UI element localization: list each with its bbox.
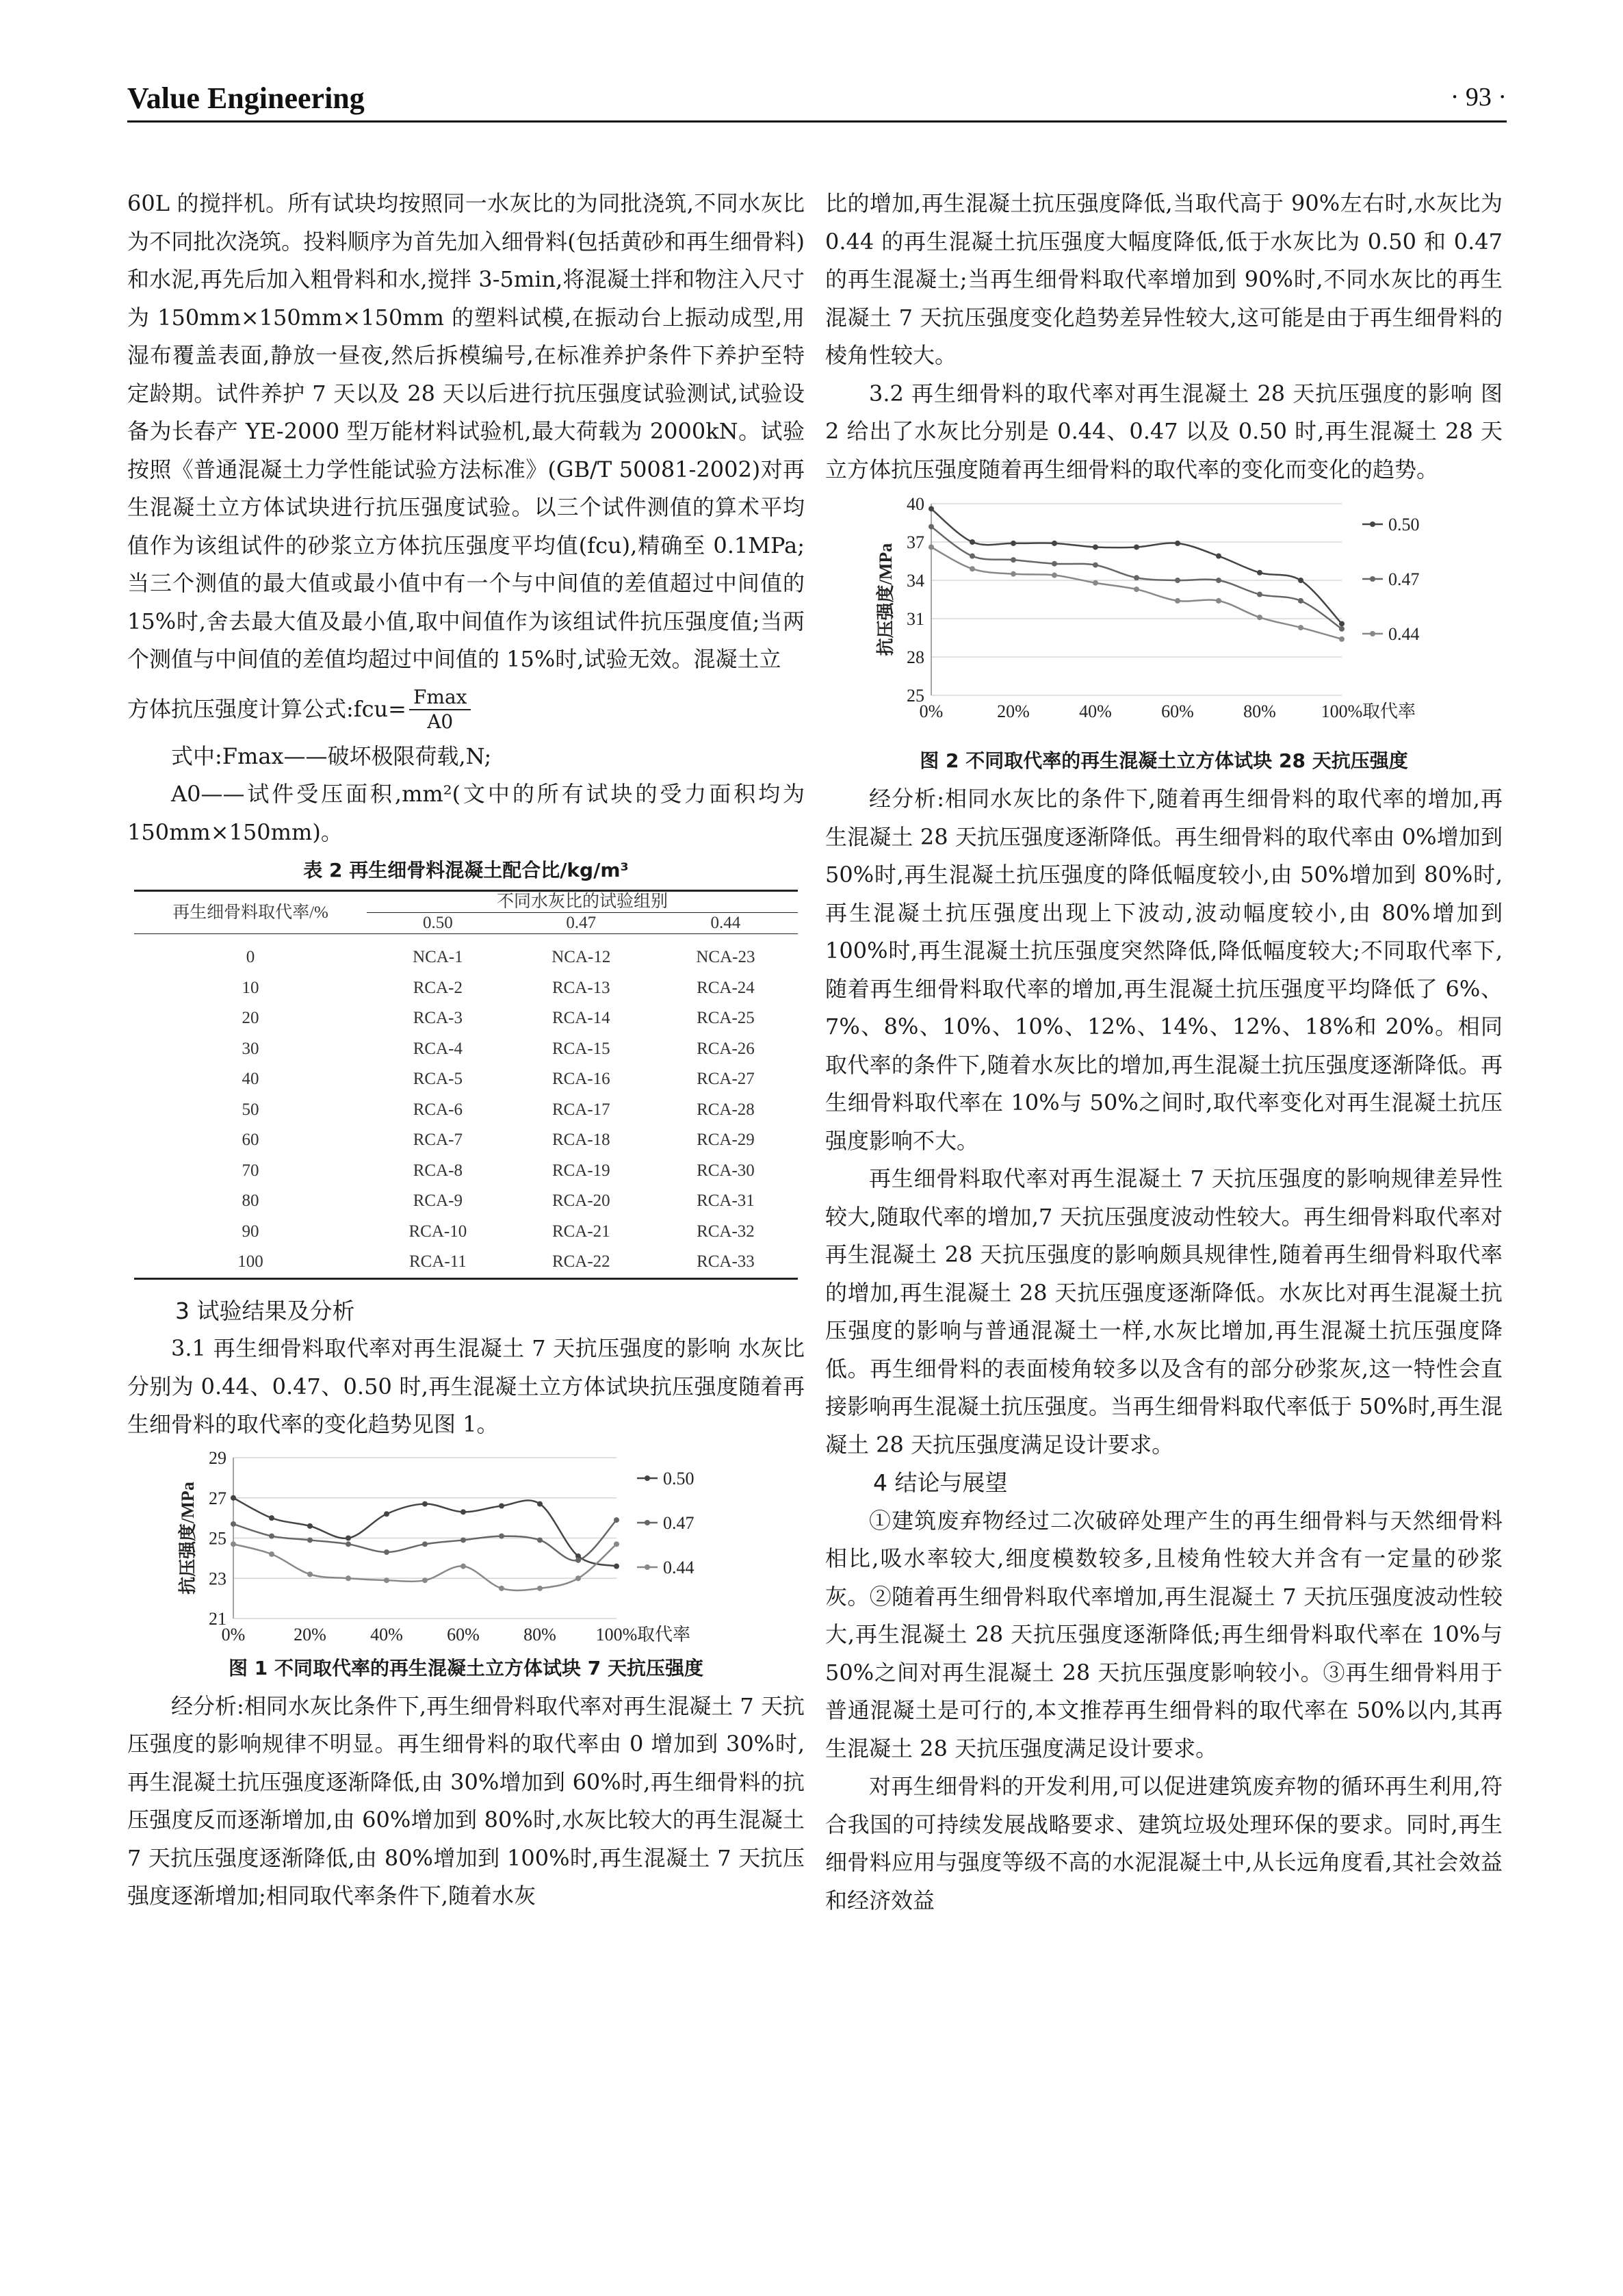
y-axis-label: 抗压强度/MPa [876,543,896,656]
table-cell-rate: 10 [242,978,259,997]
data-point [1011,557,1016,563]
table-row [134,934,798,973]
table-cell-rate: 80 [242,1191,259,1210]
data-point [1134,586,1139,592]
x-tick-label: 60% [1161,701,1194,721]
x-axis-label: 取代率 [1362,701,1416,721]
table-cell-group: RCA-18 [551,1131,610,1149]
table-row [134,1003,798,1034]
x-tick-label: 20% [294,1624,326,1644]
table-cell-group: RCA-20 [551,1191,610,1210]
subsection-3-2: 3.2 再生细骨料的取代率对再生混凝土 28 天抗压强度的影响 图 2 给出了水灰比分别是 0.44、0.47 以及 0.50 时,再生混凝土 28 天立方体抗压强度随着再生细骨料的取代率的变化而变化的趋势。 [825,380,1503,482]
table-cell-group: RCA-15 [551,1039,610,1058]
series-line-0.50 [931,508,1342,623]
paragraph-method: 60L 的搅拌机。所有试块均按照同一水灰比的为同批浇筑,不同水灰比为不同批次浇筑。投料顺序为首先加入细骨料(包括黄砂和再生细骨料)和水泥,再先后加入粗骨料和水,搅拌 3-5min,将混凝土拌和物注入尺寸为 150mm×150mm×150mm 的塑料试模,在振动台上振动成型,用湿布覆盖表面,静放一昼夜,然后拆模编号,在标准养护条件下养护至特定龄期。试件养护 7 天以及 28 天以后进行抗压强度试验测试,试验设备为长春产 YE-2000 型万能材料试验机,最大荷载为 2000kN。试验按照《普通混凝土力学性能试验方法标准》(GB/T 50081-2002)对再生混凝土立方体试块进行抗压强度试验。以三个试件测值的算术平均值作为该组试件的砂浆立方体抗压强度平均值(fcu),精确至 0.1MPa;当三个测值的最大值或最小值中有一个与中间值的差值超过中间值的 15%时,舍去最大值及最小值,取中间值作为该组试件抗压强度值;当两个测值与中间值的差值均超过中间值的 15%时,试验无效。混凝土立 [127,190,805,672]
data-point [575,1575,581,1581]
series-line-0.50 [233,1497,616,1566]
formula-denominator: A0 [427,710,454,733]
table-col-replacement: 再生细骨料取代率/% [172,903,328,922]
data-point [1175,598,1180,604]
table-cell-group: RCA-9 [413,1191,463,1210]
data-point [384,1511,389,1517]
table2-caption: 表 2 再生细骨料混凝土配合比/kg/m³ [303,859,629,881]
section4-title: 4 结论与展望 [873,1469,1008,1496]
header-rule [127,120,1507,122]
table-cell-group: NCA-12 [551,948,611,966]
y-tick-label: 21 [209,1608,226,1629]
data-point [1134,544,1139,550]
x-tick-label: 100% [1321,701,1363,721]
data-point [269,1551,274,1557]
table-cell-group: RCA-4 [413,1039,463,1058]
table-row [134,1217,798,1248]
data-point [1216,554,1221,559]
table-cell-rate: 30 [242,1039,259,1058]
data-point [231,1541,236,1547]
legend-marker [645,1564,650,1570]
data-point [614,1563,619,1569]
y-tick-label: 34 [907,571,924,591]
table-cell-group: RCA-19 [551,1161,610,1180]
table-cell-group: RCA-33 [697,1252,755,1271]
table-row [134,1247,798,1278]
data-point [1093,544,1098,550]
table-cell-rate: 50 [242,1100,259,1119]
data-point [1339,621,1345,626]
data-point [231,1495,236,1500]
conclusions: ①建筑废弃物经过二次破碎处理产生的再生细骨料与天然细骨料相比,吸水率较大,细度模数较多,且棱角性较大并含有一定量的砂浆灰。②随着再生细骨料取代率增加,再生混凝土 7 天抗压强度波动性较大,再生混凝土 28 天抗压强度逐渐降低;再生细骨料取代率在 10%与 50%之间对再生混凝土 28 天抗压强度影响较小。③再生细骨料用于普通混凝土是可行的,本文推荐再生细骨料的取代率在 50%以内,其再生混凝土 28 天抗压强度满足设计要求。 [825,1507,1503,1762]
table-cell-group: RCA-32 [697,1222,755,1241]
table-group-header: 不同水灰比的试验组别 [367,891,798,913]
table-cell-group: RCA-29 [697,1131,755,1149]
formula-prefix: 方体抗压强度计算公式:fcu= [127,695,406,722]
data-point [1257,570,1262,576]
paragraph-continued: 比的增加,再生混凝土抗压强度降低,当取代高于 90%左右时,水灰比为 0.44 的再生混凝土抗压强度大幅度降低,低于水灰比为 0.50 和 0.47 的再生混凝土;当再生细骨料取代率增加到 90%时,不同水灰比的再生混凝土 7 天抗压强度变化趋势差异性较大,这可能是由于再生细骨料的棱角性较大。 [825,190,1503,368]
data-point [307,1523,313,1528]
table-row [134,1186,798,1217]
data-point [1052,541,1057,546]
data-point [929,544,934,550]
table-cell-group: RCA-16 [551,1070,610,1088]
legend-label: 0.50 [663,1468,694,1488]
data-point [1052,573,1057,578]
table-cell-group: RCA-31 [697,1191,755,1210]
table-row [134,1064,798,1095]
table-row [134,1125,798,1156]
data-point [460,1537,466,1543]
table-row [134,1156,798,1187]
table-wc-044: 0.44 [710,914,741,932]
table-cell-group: RCA-27 [697,1070,755,1088]
table-cell-group: RCA-14 [551,1009,610,1027]
data-point [1339,636,1345,642]
x-tick-label: 100% [595,1624,638,1644]
table-cell-group: RCA-26 [697,1039,755,1058]
y-tick-label: 27 [209,1488,226,1508]
table-cell-group: RCA-2 [413,978,463,997]
page-number: · 93 · [1450,83,1507,112]
x-tick-label: 60% [447,1624,480,1644]
data-point [384,1577,389,1583]
data-point [1257,615,1262,620]
data-point [537,1537,543,1543]
table-cell-rate: 60 [242,1131,259,1149]
legend-label: 0.47 [1388,569,1420,589]
series-line-0.47 [233,1520,616,1560]
table-cell-group: RCA-3 [413,1009,463,1027]
formula-where-a0: A0——试件受压面积,mm²(文中的所有试块的受力面积均为 150mm×150mm)。 [127,781,805,845]
data-point [422,1541,428,1547]
data-point [307,1537,313,1543]
table-cell-group: RCA-17 [551,1100,610,1119]
paragraph-summary: 再生细骨料取代率对再生混凝土 7 天抗压强度的影响规律差异性较大,随取代率的增加,7 天抗压强度波动性较大。再生细骨料取代率对再生混凝土 28 天抗压强度的影响颇具规律性,随着再生细骨料取代率的增加,再生混凝土 28 天抗压强度逐渐降低。水灰比对再生混凝土抗压强度的影响与普通混凝土一样,水灰比增加,再生混凝土抗压强度降低。再生细骨料的表面棱角较多以及含有的部分砂浆灰,这一特性会直接影响再生混凝土抗压强度。当再生细骨料取代率低于 50%时,再生混凝土 28 天抗压强度满足设计要求。 [825,1165,1503,1458]
data-point [1298,625,1303,630]
data-point [422,1577,428,1583]
series-line-0.44 [931,547,1342,639]
data-point [307,1571,313,1577]
table-row [134,973,798,1004]
table-row [134,1034,798,1065]
legend-label: 0.44 [1388,624,1420,644]
data-point [1093,563,1098,568]
formula-where-fmax: 式中:Fmax——破坏极限荷载,N; [171,743,492,769]
x-tick-label: 80% [523,1624,556,1644]
x-axis-label: 取代率 [637,1624,691,1644]
section3-title: 3 试验结果及分析 [175,1297,355,1324]
data-point [499,1503,504,1508]
formula-line [127,686,805,734]
right-column [825,185,1503,1920]
x-tick-label: 40% [1079,701,1112,721]
table-wc-047: 0.47 [566,914,597,932]
y-tick-label: 25 [907,686,924,706]
table-cell-group: RCA-6 [413,1100,463,1119]
legend-label: 0.47 [663,1512,694,1533]
table-cell-group: RCA-7 [413,1131,463,1149]
data-point [575,1557,581,1562]
data-point [1052,561,1057,567]
figure-1-chart [158,1444,774,1649]
y-tick-label: 25 [209,1528,226,1548]
data-point [1175,578,1180,583]
formula-numerator: Fmax [409,686,471,710]
data-point [269,1515,274,1521]
data-point [346,1575,351,1581]
table-cell-group: RCA-24 [697,978,755,997]
data-point [1011,571,1016,577]
y-axis-label: 抗压强度/MPa [178,1481,198,1595]
y-tick-label: 23 [209,1568,226,1588]
data-point [1011,541,1016,546]
table-cell-group: RCA-8 [413,1161,463,1180]
table-cell-group: RCA-30 [697,1161,755,1180]
table-cell-group: RCA-28 [697,1100,755,1119]
data-point [1298,598,1303,604]
data-point [231,1521,236,1526]
x-tick-label: 0% [919,701,944,721]
y-tick-label: 31 [907,609,924,629]
data-point [537,1585,543,1590]
legend-marker [1370,576,1375,582]
subsection-3-1: 3.1 再生细骨料取代率对再生混凝土 7 天抗压强度的影响 水灰比分别为 0.44、0.47、0.50 时,再生混凝土立方体试块抗压强度随着再生细骨料的取代率的变化趋势见图 1。 [127,1335,805,1437]
data-point [1298,578,1303,583]
legend-label: 0.44 [663,1557,694,1577]
x-tick-label: 20% [997,701,1030,721]
data-point [1134,575,1139,580]
data-point [1339,626,1345,632]
table-cell-rate: 100 [237,1252,263,1271]
figure-1-caption: 图 1 不同取代率的再生混凝土立方体试块 7 天抗压强度 [229,1656,703,1679]
table-cell-rate: 90 [242,1222,259,1241]
series-line-0.44 [233,1544,616,1590]
table-cell-group: RCA-5 [413,1070,463,1088]
figure-2-chart [856,489,1472,742]
formula-fraction [409,686,471,734]
data-point [970,554,975,559]
y-tick-label: 37 [907,532,924,552]
table-cell-group: NCA-23 [696,948,755,966]
legend-marker [645,1520,650,1525]
data-point [499,1533,504,1538]
table-cell-group: NCA-1 [413,948,463,966]
table-cell-group: RCA-25 [697,1009,755,1027]
legend-label: 0.50 [1388,515,1420,534]
y-tick-label: 40 [907,494,924,514]
data-point [970,566,975,571]
data-point [346,1541,351,1547]
data-point [614,1541,619,1547]
table-wc-050: 0.50 [423,914,453,932]
journal-title: Value Engineering [127,81,365,115]
data-point [1216,598,1221,604]
x-tick-label: 40% [370,1624,403,1644]
data-point [537,1501,543,1506]
data-point [1093,580,1098,586]
table-cell-group: RCA-11 [408,1252,467,1271]
data-point [384,1549,389,1555]
data-point [346,1535,351,1540]
data-point [929,506,934,511]
y-tick-label: 29 [209,1447,226,1468]
table-cell-rate: 40 [242,1070,259,1088]
outlook: 对再生细骨料的开发利用,可以促进建筑废弃物的循环再生利用,符合我国的可持续发展战略要求、建筑垃圾处理环保的要求。同时,再生细骨料应用与强度等级不高的水泥混凝土中,从长远角度看,其社会效益和经济效益 [825,1773,1503,1913]
data-point [499,1585,504,1590]
data-point [422,1501,428,1506]
table-cell-group: RCA-21 [551,1222,610,1241]
table-cell-group: RCA-10 [408,1222,467,1241]
x-tick-label: 80% [1243,701,1276,721]
data-point [1216,578,1221,583]
data-point [970,539,975,545]
data-point [1257,592,1262,597]
x-tick-label: 0% [221,1624,246,1644]
data-point [614,1517,619,1523]
figure-2-caption: 图 2 不同取代率的再生混凝土立方体试块 28 天抗压强度 [920,749,1408,772]
left-column [127,185,805,1916]
data-point [460,1509,466,1514]
legend-marker [1370,521,1375,527]
y-tick-label: 28 [907,647,924,667]
table-cell-group: RCA-22 [551,1252,610,1271]
analysis-28day: 经分析:相同水灰比的条件下,随着再生细骨料的取代率的增加,再生混凝土 28 天抗压强度逐渐降低。再生细骨料的取代率由 0%增加到 50%时,再生混凝土抗压强度的降低幅度较小,由 50%增加到 80%时,再生混凝土抗压强度出现上下波动,波动幅度较小,由 80%增加到 100%时,再生混凝土抗压强度突然降低,降低幅度较大;不同取代率下,随着再生细骨料取代率的增加,再生混凝土抗压强度平均降低了 6%、7%、8%、10%、10%、12%、14%、12%、18%和 20%。相同取代率的条件下,随着水灰比的增加,再生混凝土抗压强度逐渐降低。再生细骨料取代率在 10%与 50%之间时,取代率变化对再生混凝土抗压强度影响不大。 [825,786,1503,1154]
data-point [460,1563,466,1569]
table-cell-rate: 70 [242,1161,259,1180]
analysis-7day: 经分析:相同水灰比条件下,再生细骨料取代率对再生混凝土 7 天抗压强度的影响规律不明显。再生细骨料的取代率由 0 增加到 30%时,再生混凝土抗压强度逐渐降低,由 30%增加到 60%时,再生细骨料的抗压强度反而逐渐增加,由 60%增加到 80%时,水灰比较大的再生混凝土 7 天抗压强度逐渐降低,由 80%增加到 100%时,再生混凝土 7 天抗压强度逐渐增加;相同取代率条件下,随着水灰 [127,1692,805,1909]
data-point [1175,541,1180,546]
legend-marker [1370,631,1375,636]
table-cell-rate: 20 [242,1009,259,1027]
table-body [134,934,798,1279]
table-cell-group: RCA-13 [551,978,610,997]
table-cell-rate: 0 [246,948,255,966]
data-point [929,524,934,530]
legend-marker [645,1475,650,1481]
table-row [134,1095,798,1126]
data-point [269,1533,274,1538]
mix-ratio-table [134,890,798,1280]
